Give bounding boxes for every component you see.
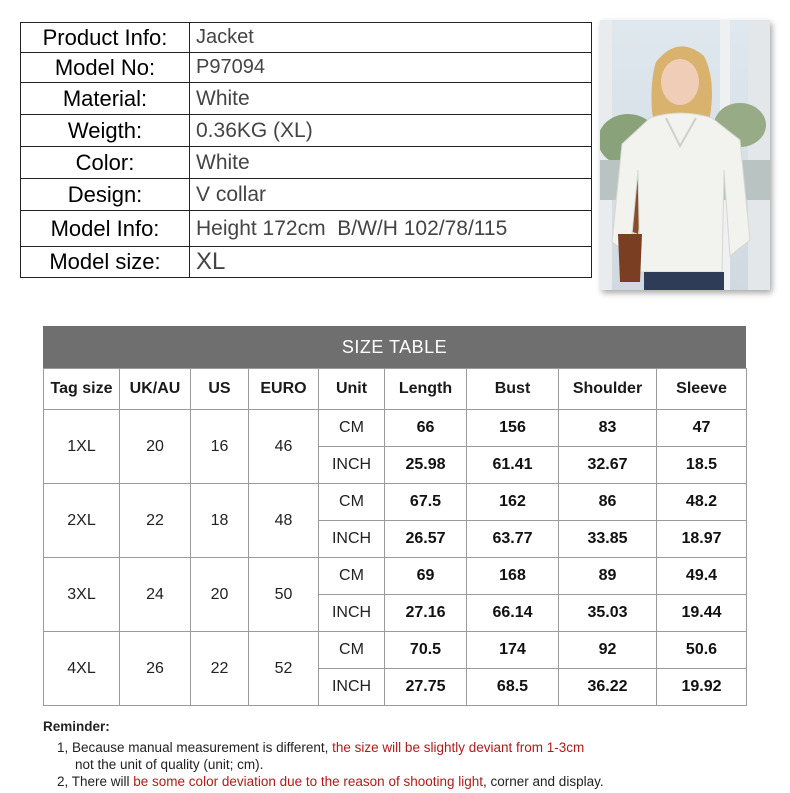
bust-cell: 61.41 <box>467 447 559 484</box>
bust-cell: 156 <box>467 410 559 447</box>
info-label: Material: <box>21 83 190 115</box>
tag-size-cell: 2XL <box>44 484 120 558</box>
col-header: UK/AU <box>120 369 191 410</box>
info-value: V collar <box>190 179 592 211</box>
length-cell: 66 <box>385 410 467 447</box>
col-header: Shoulder <box>559 369 657 410</box>
length-cell: 27.75 <box>385 669 467 706</box>
length-cell: 26.57 <box>385 521 467 558</box>
size-header-row <box>44 369 747 410</box>
sleeve-cell: 48.2 <box>657 484 747 521</box>
table-row <box>44 632 747 669</box>
unit-cell: CM <box>319 558 385 595</box>
info-label: Weigth: <box>21 115 190 147</box>
info-value: XL <box>190 247 592 278</box>
reminder-text: 2, There will <box>57 774 134 789</box>
info-value: Jacket <box>190 23 592 53</box>
shoulder-cell: 83 <box>559 410 657 447</box>
product-info-table <box>20 22 592 278</box>
bust-cell: 68.5 <box>467 669 559 706</box>
length-cell: 70.5 <box>385 632 467 669</box>
reminder-text: , corner and display. <box>483 774 604 789</box>
unit-cell: INCH <box>319 521 385 558</box>
euro-size-cell: 46 <box>249 410 319 484</box>
info-value: White <box>190 147 592 179</box>
size-table-title: SIZE TABLE <box>43 326 746 368</box>
bust-cell: 162 <box>467 484 559 521</box>
col-header: EURO <box>249 369 319 410</box>
euro-size-cell: 50 <box>249 558 319 632</box>
info-label: Model size: <box>21 247 190 278</box>
info-value: P97094 <box>190 53 592 83</box>
sleeve-cell: 50.6 <box>657 632 747 669</box>
unit-cell: INCH <box>319 669 385 706</box>
bust-cell: 66.14 <box>467 595 559 632</box>
col-header: Sleeve <box>657 369 747 410</box>
reminder-text: 1, Because manual measurement is different, <box>57 740 333 755</box>
tag-size-cell: 1XL <box>44 410 120 484</box>
unit-cell: CM <box>319 484 385 521</box>
sleeve-cell: 19.44 <box>657 595 747 632</box>
unit-cell: INCH <box>319 595 385 632</box>
info-row-model-no <box>21 53 592 83</box>
shoulder-cell: 33.85 <box>559 521 657 558</box>
info-row-color <box>21 147 592 179</box>
info-label: Model Info: <box>21 211 190 247</box>
euro-size-cell: 48 <box>249 484 319 558</box>
reminder-highlight: be some color deviation due to the reason of shooting light <box>133 774 484 789</box>
table-row <box>44 410 747 447</box>
col-header: Bust <box>467 369 559 410</box>
shoulder-cell: 36.22 <box>559 669 657 706</box>
us-size-cell: 20 <box>191 558 249 632</box>
col-header: Length <box>385 369 467 410</box>
tag-size-cell: 3XL <box>44 558 120 632</box>
info-row-material <box>21 83 592 115</box>
info-label: Color: <box>21 147 190 179</box>
reminder-line-2 <box>43 773 783 790</box>
shoulder-cell: 86 <box>559 484 657 521</box>
unit-cell: CM <box>319 410 385 447</box>
shoulder-cell: 32.67 <box>559 447 657 484</box>
table-row <box>44 484 747 521</box>
euro-size-cell: 52 <box>249 632 319 706</box>
info-label: Design: <box>21 179 190 211</box>
reminder-line-1 <box>43 739 783 756</box>
reminder-highlight: the size will be slightly deviant from 1-3cm <box>332 740 585 755</box>
info-row-model-info <box>21 211 592 247</box>
info-label: Model No: <box>21 53 190 83</box>
uk-size-cell: 20 <box>120 410 191 484</box>
length-cell: 67.5 <box>385 484 467 521</box>
sleeve-cell: 49.4 <box>657 558 747 595</box>
bust-cell: 174 <box>467 632 559 669</box>
sleeve-cell: 18.97 <box>657 521 747 558</box>
info-value: 0.36KG (XL) <box>190 115 592 147</box>
sleeve-cell: 47 <box>657 410 747 447</box>
bust-cell: 63.77 <box>467 521 559 558</box>
sleeve-cell: 18.5 <box>657 447 747 484</box>
reminder-line-1-cont: not the unit of quality (unit; cm). <box>75 757 264 772</box>
size-table <box>43 368 747 706</box>
info-label: Product Info: <box>21 23 190 53</box>
info-row-model-size <box>21 247 592 278</box>
length-cell: 69 <box>385 558 467 595</box>
sleeve-cell: 19.92 <box>657 669 747 706</box>
shoulder-cell: 89 <box>559 558 657 595</box>
reminder-notes <box>43 718 783 790</box>
uk-size-cell: 22 <box>120 484 191 558</box>
table-row <box>44 558 747 595</box>
shoulder-cell: 92 <box>559 632 657 669</box>
us-size-cell: 18 <box>191 484 249 558</box>
bust-cell: 168 <box>467 558 559 595</box>
tag-size-cell: 4XL <box>44 632 120 706</box>
reminder-title: Reminder: <box>43 719 110 734</box>
us-size-cell: 16 <box>191 410 249 484</box>
col-header: US <box>191 369 249 410</box>
length-cell: 27.16 <box>385 595 467 632</box>
unit-cell: CM <box>319 632 385 669</box>
info-row-design <box>21 179 592 211</box>
col-header: Unit <box>319 369 385 410</box>
info-row-product <box>21 23 592 53</box>
info-row-weight <box>21 115 592 147</box>
us-size-cell: 22 <box>191 632 249 706</box>
uk-size-cell: 26 <box>120 632 191 706</box>
shoulder-cell: 35.03 <box>559 595 657 632</box>
unit-cell: INCH <box>319 447 385 484</box>
info-value: Height 172cm B/W/H 102/78/115 <box>190 211 592 247</box>
info-value: White <box>190 83 592 115</box>
col-header: Tag size <box>44 369 120 410</box>
uk-size-cell: 24 <box>120 558 191 632</box>
model-photo <box>600 20 770 290</box>
length-cell: 25.98 <box>385 447 467 484</box>
